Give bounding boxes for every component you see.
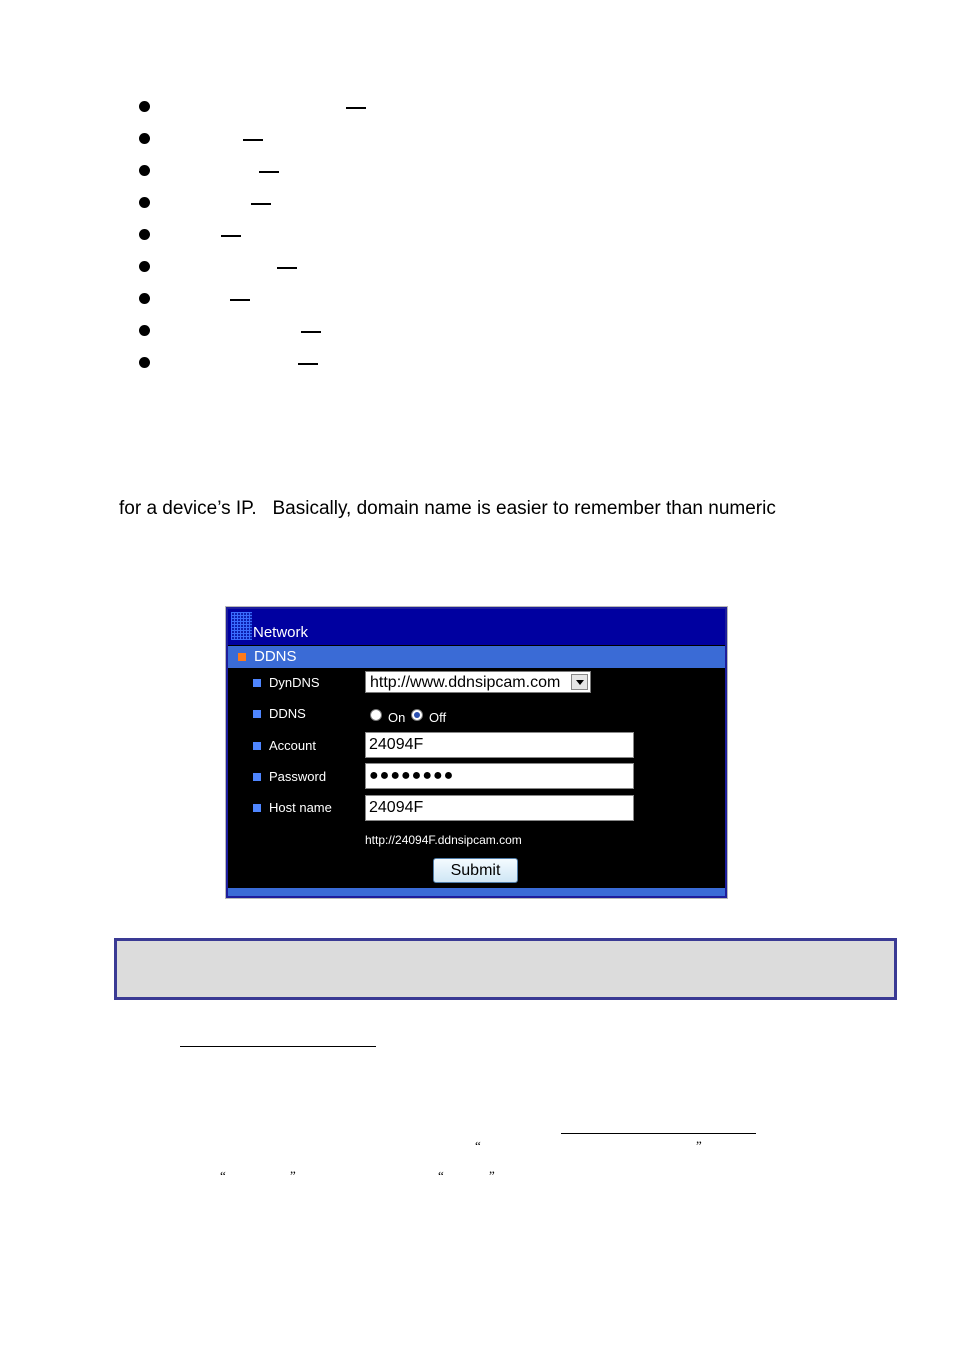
open-quote: “	[220, 1168, 226, 1183]
account-input[interactable]: 24094F	[365, 732, 634, 758]
close-quote: ”	[696, 1138, 702, 1153]
underline-rule	[561, 1133, 756, 1134]
bullet-5	[139, 229, 150, 240]
bullet-3	[139, 165, 150, 176]
open-quote: “	[475, 1138, 481, 1153]
ddns-off-radio[interactable]	[411, 709, 423, 721]
submit-button[interactable]: Submit	[433, 858, 518, 883]
bullet-9-dash	[298, 363, 318, 365]
ddns-host-url: http://24094F.ddnsipcam.com	[365, 833, 522, 847]
bullet-6-dash	[277, 267, 297, 269]
square-bullet-icon	[253, 773, 261, 781]
bullet-8	[139, 325, 150, 336]
section-bar-ddns[interactable]	[228, 646, 725, 668]
panel-footer-strip	[228, 888, 725, 896]
hostname-label: Host name	[269, 800, 332, 815]
panel-header	[228, 609, 725, 645]
bullet-4-dash	[251, 203, 271, 205]
dyndns-selected-value: http://www.ddnsipcam.com	[370, 674, 561, 691]
ddns-on-radio[interactable]	[370, 709, 382, 721]
section-title: DDNS	[254, 648, 297, 665]
close-quote: ”	[290, 1168, 296, 1183]
password-label: Password	[269, 769, 327, 784]
ddns-off-label: Off	[429, 710, 447, 725]
password-input[interactable]: ●●●●●●●●	[365, 763, 634, 789]
ddns-on-label: On	[388, 710, 406, 725]
underline-rule	[180, 1046, 376, 1047]
bullet-1-dash	[346, 107, 366, 109]
bullet-7-dash	[230, 299, 250, 301]
ddns-label: DDNS	[269, 706, 306, 721]
open-quote: “	[438, 1168, 444, 1183]
dyndns-label: DynDNS	[269, 675, 320, 690]
panel-title: Network	[253, 624, 309, 641]
close-quote: ”	[489, 1168, 495, 1183]
bullet-5-dash	[221, 235, 241, 237]
grid-icon	[231, 612, 252, 640]
account-label: Account	[269, 738, 316, 753]
bullet-3-dash	[259, 171, 279, 173]
network-ddns-panel	[226, 607, 727, 898]
bullet-7	[139, 293, 150, 304]
hostname-input[interactable]: 24094F	[365, 795, 634, 821]
body-paragraph-line: for a device’s IP. Basically, domain name is easier to remember than numeric	[119, 498, 776, 519]
square-bullet-icon	[253, 679, 261, 687]
bullet-6	[139, 261, 150, 272]
chevron-down-icon[interactable]	[571, 674, 588, 690]
bullet-9	[139, 357, 150, 368]
bullet-2	[139, 133, 150, 144]
square-bullet-icon	[253, 710, 261, 718]
bullet-1	[139, 101, 150, 112]
dyndns-select[interactable]	[365, 671, 591, 693]
square-bullet-icon	[253, 804, 261, 812]
bullet-4	[139, 197, 150, 208]
square-bullet-icon	[253, 742, 261, 750]
callout-box	[114, 938, 897, 1000]
square-bullet-icon	[238, 653, 246, 661]
bullet-2-dash	[243, 139, 263, 141]
bullet-8-dash	[301, 331, 321, 333]
